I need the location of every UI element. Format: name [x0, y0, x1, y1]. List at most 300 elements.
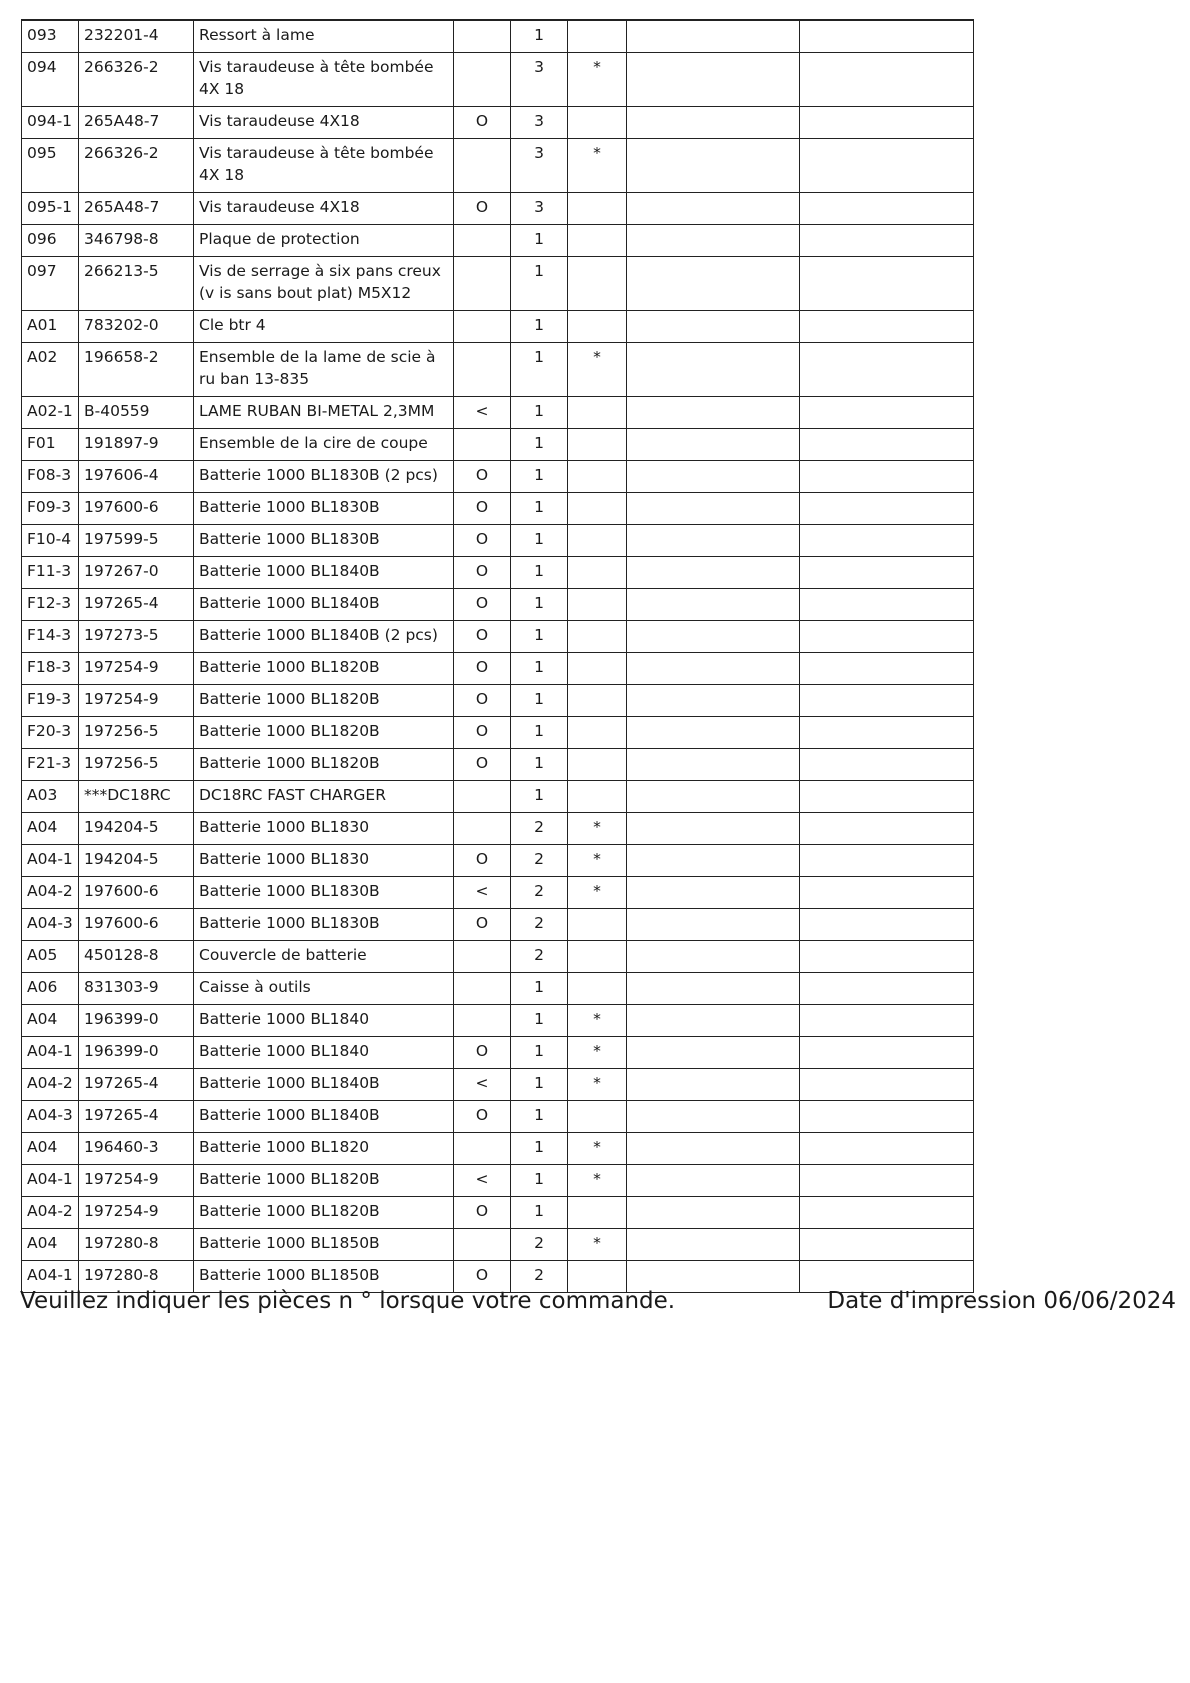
quantity-cell: 1 — [511, 1132, 568, 1164]
part-number-cell: 197256-5 — [79, 716, 194, 748]
table-row — [22, 972, 974, 1004]
quantity-cell: 1 — [511, 342, 568, 396]
quantity-cell: 1 — [511, 620, 568, 652]
table-row — [22, 106, 974, 138]
part-number-cell: 197254-9 — [79, 1164, 194, 1196]
quantity-cell: 1 — [511, 716, 568, 748]
description-cell: Batterie 1000 BL1840B — [194, 1068, 454, 1100]
description-cell: Batterie 1000 BL1840 — [194, 1036, 454, 1068]
table-row — [22, 748, 974, 780]
table-row — [22, 1196, 974, 1228]
description-cell: Couvercle de batterie — [194, 940, 454, 972]
part-number-cell: 265A48-7 — [79, 106, 194, 138]
description-cell: Batterie 1000 BL1840B — [194, 556, 454, 588]
blank-cell — [800, 52, 974, 106]
part-number-cell: 197600-6 — [79, 876, 194, 908]
blank-cell — [800, 780, 974, 812]
blank-cell — [800, 20, 974, 52]
option-mark-cell — [454, 812, 511, 844]
note-mark-cell — [568, 908, 627, 940]
blank-cell — [627, 620, 800, 652]
part-number-cell: 196399-0 — [79, 1036, 194, 1068]
description-cell: Batterie 1000 BL1830 — [194, 844, 454, 876]
description-cell: LAME RUBAN BI-METAL 2,3MM — [194, 396, 454, 428]
description-cell: Batterie 1000 BL1820B — [194, 652, 454, 684]
option-mark-cell — [454, 428, 511, 460]
description-cell: Vis taraudeuse à tête bombée 4X 18 — [194, 52, 454, 106]
description-cell: Batterie 1000 BL1820B — [194, 1164, 454, 1196]
quantity-cell: 1 — [511, 524, 568, 556]
item-number-cell: A04-1 — [22, 1036, 79, 1068]
blank-cell — [627, 748, 800, 780]
blank-cell — [800, 748, 974, 780]
blank-cell — [627, 1068, 800, 1100]
quantity-cell: 2 — [511, 940, 568, 972]
item-number-cell: F01 — [22, 428, 79, 460]
blank-cell — [800, 684, 974, 716]
table-row — [22, 1228, 974, 1260]
description-cell: Batterie 1000 BL1830B (2 pcs) — [194, 460, 454, 492]
description-cell: Batterie 1000 BL1840B (2 pcs) — [194, 620, 454, 652]
table-row — [22, 492, 974, 524]
item-number-cell: F14-3 — [22, 620, 79, 652]
part-number-cell: 197267-0 — [79, 556, 194, 588]
option-mark-cell: O — [454, 588, 511, 620]
description-cell: Batterie 1000 BL1840B — [194, 1100, 454, 1132]
quantity-cell: 2 — [511, 1228, 568, 1260]
part-number-cell: B-40559 — [79, 396, 194, 428]
quantity-cell: 3 — [511, 192, 568, 224]
option-mark-cell: O — [454, 556, 511, 588]
note-mark-cell: * — [568, 52, 627, 106]
order-instruction-note: Veuillez indiquer les pièces n ° lorsque votre commande. — [20, 1288, 676, 1314]
quantity-cell: 1 — [511, 1100, 568, 1132]
table-row — [22, 396, 974, 428]
quantity-cell: 1 — [511, 652, 568, 684]
blank-cell — [800, 460, 974, 492]
note-mark-cell: * — [568, 812, 627, 844]
description-cell: Batterie 1000 BL1820B — [194, 684, 454, 716]
blank-cell — [800, 1228, 974, 1260]
description-cell: Vis de serrage à six pans creux (v is sans bout plat) M5X12 — [194, 256, 454, 310]
option-mark-cell: < — [454, 396, 511, 428]
blank-cell — [800, 342, 974, 396]
note-mark-cell — [568, 780, 627, 812]
table-row — [22, 684, 974, 716]
option-mark-cell: < — [454, 1068, 511, 1100]
item-number-cell: A04-2 — [22, 1196, 79, 1228]
item-number-cell: A03 — [22, 780, 79, 812]
part-number-cell: 197265-4 — [79, 1100, 194, 1132]
note-mark-cell — [568, 940, 627, 972]
table-row — [22, 1068, 974, 1100]
blank-cell — [627, 224, 800, 256]
item-number-cell: A04-1 — [22, 844, 79, 876]
table-row — [22, 716, 974, 748]
part-number-cell: 831303-9 — [79, 972, 194, 1004]
parts-table-body — [22, 20, 974, 1292]
quantity-cell: 1 — [511, 492, 568, 524]
quantity-cell: 2 — [511, 844, 568, 876]
description-cell: Cle btr 4 — [194, 310, 454, 342]
item-number-cell: A04-3 — [22, 1100, 79, 1132]
option-mark-cell: < — [454, 876, 511, 908]
table-row — [22, 20, 974, 52]
part-number-cell: 197265-4 — [79, 588, 194, 620]
blank-cell — [627, 106, 800, 138]
option-mark-cell: O — [454, 1260, 511, 1292]
note-mark-cell: * — [568, 1036, 627, 1068]
part-number-cell: 196399-0 — [79, 1004, 194, 1036]
blank-cell — [800, 716, 974, 748]
blank-cell — [800, 492, 974, 524]
option-mark-cell: O — [454, 192, 511, 224]
part-number-cell: 346798-8 — [79, 224, 194, 256]
part-number-cell: 266326-2 — [79, 52, 194, 106]
item-number-cell: F11-3 — [22, 556, 79, 588]
note-mark-cell — [568, 428, 627, 460]
note-mark-cell — [568, 192, 627, 224]
item-number-cell: A04-3 — [22, 908, 79, 940]
blank-cell — [627, 524, 800, 556]
table-row — [22, 192, 974, 224]
part-number-cell: 197280-8 — [79, 1260, 194, 1292]
note-mark-cell: * — [568, 1004, 627, 1036]
blank-cell — [627, 780, 800, 812]
option-mark-cell — [454, 940, 511, 972]
quantity-cell: 1 — [511, 556, 568, 588]
blank-cell — [627, 684, 800, 716]
blank-cell — [800, 1164, 974, 1196]
description-cell: Ressort à lame — [194, 20, 454, 52]
option-mark-cell — [454, 342, 511, 396]
note-mark-cell: * — [568, 1132, 627, 1164]
option-mark-cell: O — [454, 524, 511, 556]
item-number-cell: F20-3 — [22, 716, 79, 748]
table-row — [22, 1132, 974, 1164]
option-mark-cell: O — [454, 684, 511, 716]
description-cell: Batterie 1000 BL1820B — [194, 716, 454, 748]
option-mark-cell: O — [454, 908, 511, 940]
table-row — [22, 1100, 974, 1132]
item-number-cell: A04 — [22, 1228, 79, 1260]
item-number-cell: A02-1 — [22, 396, 79, 428]
description-cell: Vis taraudeuse à tête bombée 4X 18 — [194, 138, 454, 192]
table-row — [22, 876, 974, 908]
item-number-cell: A06 — [22, 972, 79, 1004]
quantity-cell: 1 — [511, 460, 568, 492]
item-number-cell: A05 — [22, 940, 79, 972]
quantity-cell: 1 — [511, 1036, 568, 1068]
table-row — [22, 940, 974, 972]
description-cell: Batterie 1000 BL1850B — [194, 1228, 454, 1260]
option-mark-cell: O — [454, 1036, 511, 1068]
table-row — [22, 428, 974, 460]
part-number-cell: 266213-5 — [79, 256, 194, 310]
part-number-cell: 197600-6 — [79, 492, 194, 524]
blank-cell — [800, 396, 974, 428]
note-mark-cell — [568, 460, 627, 492]
table-row — [22, 1164, 974, 1196]
quantity-cell: 1 — [511, 20, 568, 52]
part-number-cell: ***DC18RC — [79, 780, 194, 812]
item-number-cell: F12-3 — [22, 588, 79, 620]
blank-cell — [627, 1164, 800, 1196]
option-mark-cell — [454, 224, 511, 256]
option-mark-cell — [454, 972, 511, 1004]
item-number-cell: A02 — [22, 342, 79, 396]
option-mark-cell — [454, 256, 511, 310]
option-mark-cell: O — [454, 716, 511, 748]
quantity-cell: 1 — [511, 256, 568, 310]
quantity-cell: 2 — [511, 876, 568, 908]
quantity-cell: 3 — [511, 138, 568, 192]
description-cell: Vis taraudeuse 4X18 — [194, 192, 454, 224]
table-row — [22, 812, 974, 844]
table-row — [22, 138, 974, 192]
blank-cell — [627, 52, 800, 106]
item-number-cell: F21-3 — [22, 748, 79, 780]
option-mark-cell — [454, 1132, 511, 1164]
note-mark-cell: * — [568, 1228, 627, 1260]
table-row — [22, 844, 974, 876]
item-number-cell: F18-3 — [22, 652, 79, 684]
item-number-cell: A04-1 — [22, 1164, 79, 1196]
part-number-cell: 783202-0 — [79, 310, 194, 342]
blank-cell — [800, 256, 974, 310]
blank-cell — [800, 908, 974, 940]
table-row — [22, 556, 974, 588]
blank-cell — [800, 972, 974, 1004]
description-cell: Batterie 1000 BL1830B — [194, 876, 454, 908]
part-number-cell: 191897-9 — [79, 428, 194, 460]
blank-cell — [800, 588, 974, 620]
table-row — [22, 1036, 974, 1068]
option-mark-cell: O — [454, 748, 511, 780]
quantity-cell: 1 — [511, 310, 568, 342]
table-row — [22, 342, 974, 396]
part-number-cell: 197273-5 — [79, 620, 194, 652]
quantity-cell: 2 — [511, 908, 568, 940]
blank-cell — [627, 138, 800, 192]
option-mark-cell: O — [454, 620, 511, 652]
blank-cell — [800, 940, 974, 972]
item-number-cell: A04-1 — [22, 1260, 79, 1292]
blank-cell — [800, 1132, 974, 1164]
note-mark-cell — [568, 524, 627, 556]
print-date: Date d'impression 06/06/2024 — [827, 1288, 1176, 1314]
blank-cell — [800, 1036, 974, 1068]
table-row — [22, 310, 974, 342]
quantity-cell: 1 — [511, 972, 568, 1004]
blank-cell — [800, 106, 974, 138]
table-row — [22, 620, 974, 652]
description-cell: Batterie 1000 BL1820B — [194, 748, 454, 780]
description-cell: Batterie 1000 BL1820 — [194, 1132, 454, 1164]
table-row — [22, 524, 974, 556]
description-cell: Batterie 1000 BL1830B — [194, 908, 454, 940]
blank-cell — [800, 1100, 974, 1132]
blank-cell — [800, 192, 974, 224]
part-number-cell: 232201-4 — [79, 20, 194, 52]
blank-cell — [627, 908, 800, 940]
blank-cell — [800, 1196, 974, 1228]
blank-cell — [627, 876, 800, 908]
description-cell: Batterie 1000 BL1820B — [194, 1196, 454, 1228]
description-cell: Plaque de protection — [194, 224, 454, 256]
item-number-cell: F10-4 — [22, 524, 79, 556]
table-row — [22, 224, 974, 256]
blank-cell — [627, 192, 800, 224]
table-row — [22, 908, 974, 940]
table-row — [22, 1004, 974, 1036]
quantity-cell: 1 — [511, 428, 568, 460]
blank-cell — [800, 876, 974, 908]
quantity-cell: 2 — [511, 1260, 568, 1292]
quantity-cell: 3 — [511, 106, 568, 138]
blank-cell — [627, 1132, 800, 1164]
item-number-cell: 097 — [22, 256, 79, 310]
part-number-cell: 194204-5 — [79, 844, 194, 876]
blank-cell — [627, 844, 800, 876]
blank-cell — [800, 524, 974, 556]
quantity-cell: 1 — [511, 396, 568, 428]
part-number-cell: 197606-4 — [79, 460, 194, 492]
option-mark-cell: O — [454, 460, 511, 492]
blank-cell — [800, 138, 974, 192]
blank-cell — [627, 556, 800, 588]
blank-cell — [627, 1036, 800, 1068]
description-cell: Batterie 1000 BL1850B — [194, 1260, 454, 1292]
quantity-cell: 1 — [511, 588, 568, 620]
item-number-cell: A04-2 — [22, 1068, 79, 1100]
part-number-cell: 196658-2 — [79, 342, 194, 396]
part-number-cell: 197599-5 — [79, 524, 194, 556]
option-mark-cell — [454, 138, 511, 192]
table-row — [22, 52, 974, 106]
item-number-cell: 094-1 — [22, 106, 79, 138]
blank-cell — [627, 1004, 800, 1036]
table-row — [22, 460, 974, 492]
quantity-cell: 1 — [511, 780, 568, 812]
item-number-cell: 095 — [22, 138, 79, 192]
note-mark-cell — [568, 716, 627, 748]
blank-cell — [800, 428, 974, 460]
blank-cell — [627, 460, 800, 492]
part-number-cell: 197280-8 — [79, 1228, 194, 1260]
blank-cell — [800, 620, 974, 652]
quantity-cell: 3 — [511, 52, 568, 106]
part-number-cell: 197600-6 — [79, 908, 194, 940]
note-mark-cell: * — [568, 876, 627, 908]
note-mark-cell — [568, 310, 627, 342]
note-mark-cell — [568, 684, 627, 716]
blank-cell — [800, 844, 974, 876]
note-mark-cell: * — [568, 138, 627, 192]
item-number-cell: F08-3 — [22, 460, 79, 492]
item-number-cell: A04 — [22, 812, 79, 844]
part-number-cell: 196460-3 — [79, 1132, 194, 1164]
item-number-cell: 094 — [22, 52, 79, 106]
blank-cell — [627, 1228, 800, 1260]
note-mark-cell — [568, 556, 627, 588]
blank-cell — [800, 1068, 974, 1100]
note-mark-cell — [568, 224, 627, 256]
blank-cell — [800, 310, 974, 342]
item-number-cell: A04-2 — [22, 876, 79, 908]
quantity-cell: 1 — [511, 748, 568, 780]
note-mark-cell — [568, 492, 627, 524]
blank-cell — [627, 940, 800, 972]
blank-cell — [800, 556, 974, 588]
blank-cell — [800, 1004, 974, 1036]
option-mark-cell: O — [454, 844, 511, 876]
part-number-cell: 265A48-7 — [79, 192, 194, 224]
blank-cell — [627, 20, 800, 52]
option-mark-cell — [454, 310, 511, 342]
note-mark-cell — [568, 106, 627, 138]
table-row — [22, 588, 974, 620]
description-cell: Vis taraudeuse 4X18 — [194, 106, 454, 138]
part-number-cell: 450128-8 — [79, 940, 194, 972]
item-number-cell: A04 — [22, 1004, 79, 1036]
option-mark-cell — [454, 1004, 511, 1036]
description-cell: Caisse à outils — [194, 972, 454, 1004]
note-mark-cell: * — [568, 1068, 627, 1100]
blank-cell — [627, 492, 800, 524]
note-mark-cell — [568, 256, 627, 310]
note-mark-cell: * — [568, 844, 627, 876]
option-mark-cell: O — [454, 106, 511, 138]
description-cell: Batterie 1000 BL1830B — [194, 524, 454, 556]
quantity-cell: 1 — [511, 1196, 568, 1228]
description-cell: DC18RC FAST CHARGER — [194, 780, 454, 812]
blank-cell — [800, 224, 974, 256]
description-cell: Batterie 1000 BL1830 — [194, 812, 454, 844]
blank-cell — [800, 652, 974, 684]
table-row — [22, 256, 974, 310]
table-row — [22, 652, 974, 684]
option-mark-cell: O — [454, 1100, 511, 1132]
note-mark-cell: * — [568, 1164, 627, 1196]
note-mark-cell — [568, 748, 627, 780]
option-mark-cell — [454, 1228, 511, 1260]
part-number-cell: 197254-9 — [79, 684, 194, 716]
blank-cell — [627, 1196, 800, 1228]
quantity-cell: 1 — [511, 1004, 568, 1036]
parts-table — [21, 19, 974, 1293]
note-mark-cell — [568, 972, 627, 1004]
item-number-cell: F19-3 — [22, 684, 79, 716]
option-mark-cell — [454, 52, 511, 106]
blank-cell — [627, 428, 800, 460]
description-cell: Ensemble de la cire de coupe — [194, 428, 454, 460]
blank-cell — [627, 256, 800, 310]
description-cell: Batterie 1000 BL1840 — [194, 1004, 454, 1036]
blank-cell — [627, 342, 800, 396]
item-number-cell: F09-3 — [22, 492, 79, 524]
note-mark-cell — [568, 1100, 627, 1132]
note-mark-cell — [568, 652, 627, 684]
blank-cell — [627, 972, 800, 1004]
blank-cell — [627, 716, 800, 748]
part-number-cell: 194204-5 — [79, 812, 194, 844]
item-number-cell: 096 — [22, 224, 79, 256]
part-number-cell: 197254-9 — [79, 652, 194, 684]
option-mark-cell: O — [454, 652, 511, 684]
option-mark-cell — [454, 780, 511, 812]
blank-cell — [627, 1100, 800, 1132]
